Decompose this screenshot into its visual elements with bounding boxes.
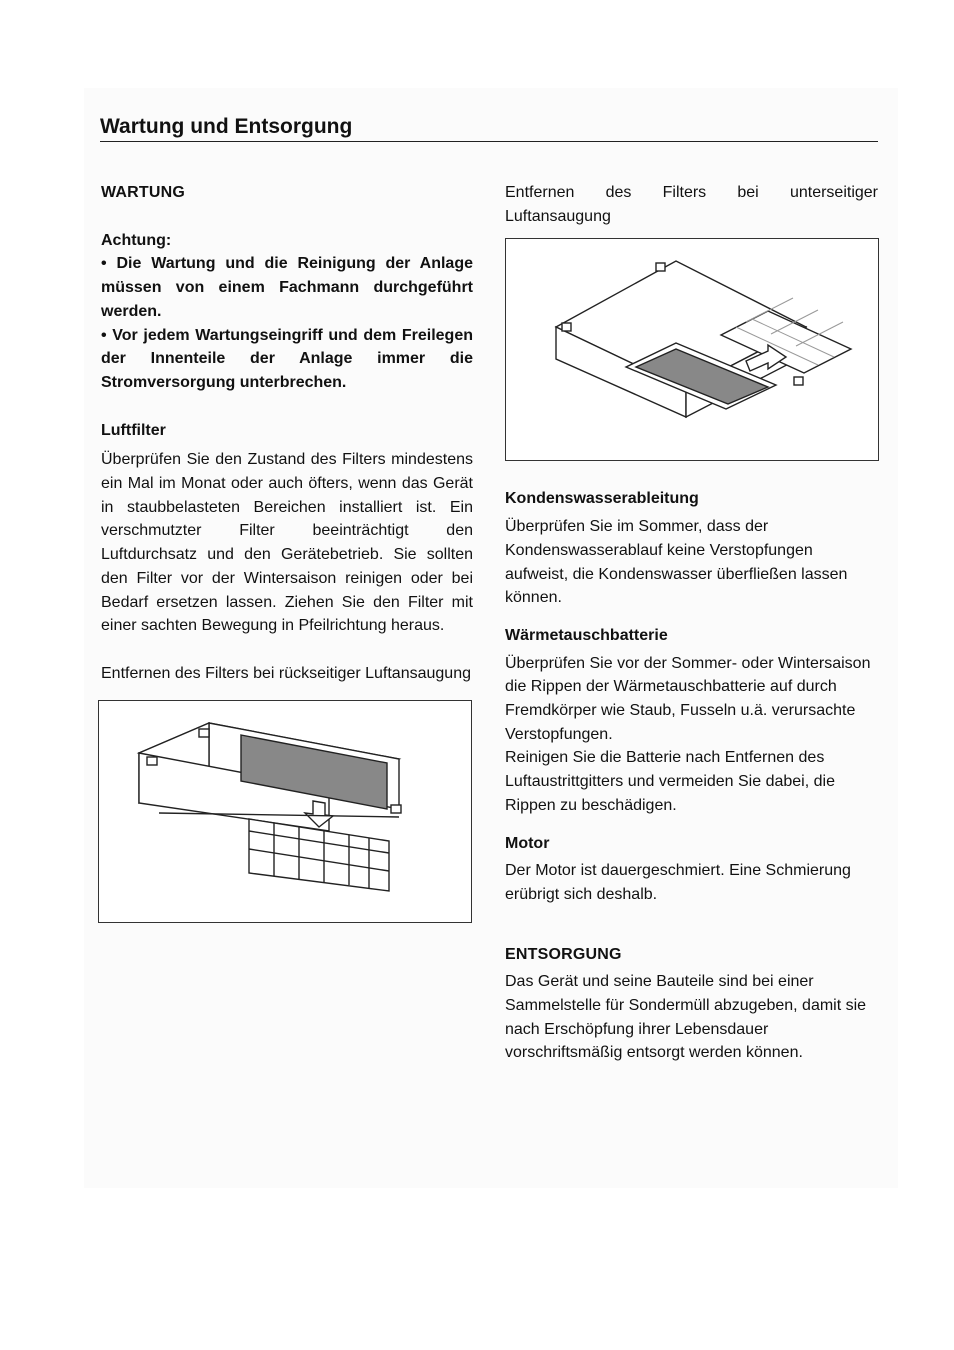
luftfilter-heading: Luftfilter <box>101 421 166 439</box>
luftfilter-text: Überprüfen Sie den Zustand des Filters mindestens ein Mal im Monat oder auch öfters, wenn das Gerät in staubbelasteten Bereichen installiert ist. Ein verschmutzter Filter beeinträchtigt den Luftdurchsatz und den Gerätebetrieb. Sie sollten den Filter vor der Wintersaison reinigen oder bei Bedarf ersetzen lassen. Ziehen Sie den Filter mit einer sachten Bewegung in Pfeilrichtung heraus. <box>101 451 473 635</box>
rear-filter-illustration <box>99 701 470 921</box>
rear-filter-figure <box>98 700 472 923</box>
bottom-filter-caption: Entfernen des Filters bei unterseitiger Luftansaugung <box>505 184 878 225</box>
bottom-filter-figure <box>505 238 879 461</box>
waerme-heading: Wärmetauschbatterie <box>505 626 668 644</box>
waerme-text-1: Überprüfen Sie vor der Sommer- oder Wintersaison die Rippen der Wärmetauschbatterie auf durch Fremdkörper wie Staub, Fusseln u.ä. verursachte Verstopfungen. <box>505 654 871 743</box>
motor-heading: Motor <box>505 834 550 852</box>
right-column <box>505 181 878 1065</box>
kondens-text: Überprüfen Sie im Sommer, dass der Kondenswasserablauf keine Verstopfungen aufweist, die Kondenswasser überfließen lassen können. <box>505 518 848 607</box>
waerme-text-2: Reinigen Sie die Batterie nach Entfernen des Luftaustrittgitters und vermeiden Sie dabei, die Rippen zu beschädigen. <box>505 749 835 814</box>
achtung-label: Achtung: <box>101 231 172 249</box>
rear-filter-caption: Entfernen des Filters bei rückseitiger Luftansaugung <box>101 664 471 682</box>
motor-text: Der Motor ist dauergeschmiert. Eine Schmierung erübrigt sich deshalb. <box>505 862 851 903</box>
entsorgung-text: Das Gerät und seine Bauteile sind bei einer Sammelstelle für Sondermüll abzugeben, damit sie nach Erschöpfung ihrer Lebensdauer vorschriftsmäßig entsorgt werden können. <box>505 973 867 1062</box>
wartung-heading: WARTUNG <box>101 184 186 201</box>
bottom-filter-illustration <box>506 239 877 459</box>
left-column <box>101 181 473 923</box>
page-title: Wartung und Entsorgung <box>100 113 878 142</box>
kondens-heading: Kondenswasserableitung <box>505 490 699 508</box>
entsorgung-heading: ENTSORGUNG <box>505 945 622 963</box>
achtung-item-2: • Vor jedem Wartungseingriff und dem Freilegen der Innenteile der Anlage immer die Stromversorgung unterbrechen. <box>101 326 473 391</box>
achtung-item-1: • Die Wartung und die Reinigung der Anlage müssen von einem Fachmann durchgeführt werden. <box>101 255 473 320</box>
